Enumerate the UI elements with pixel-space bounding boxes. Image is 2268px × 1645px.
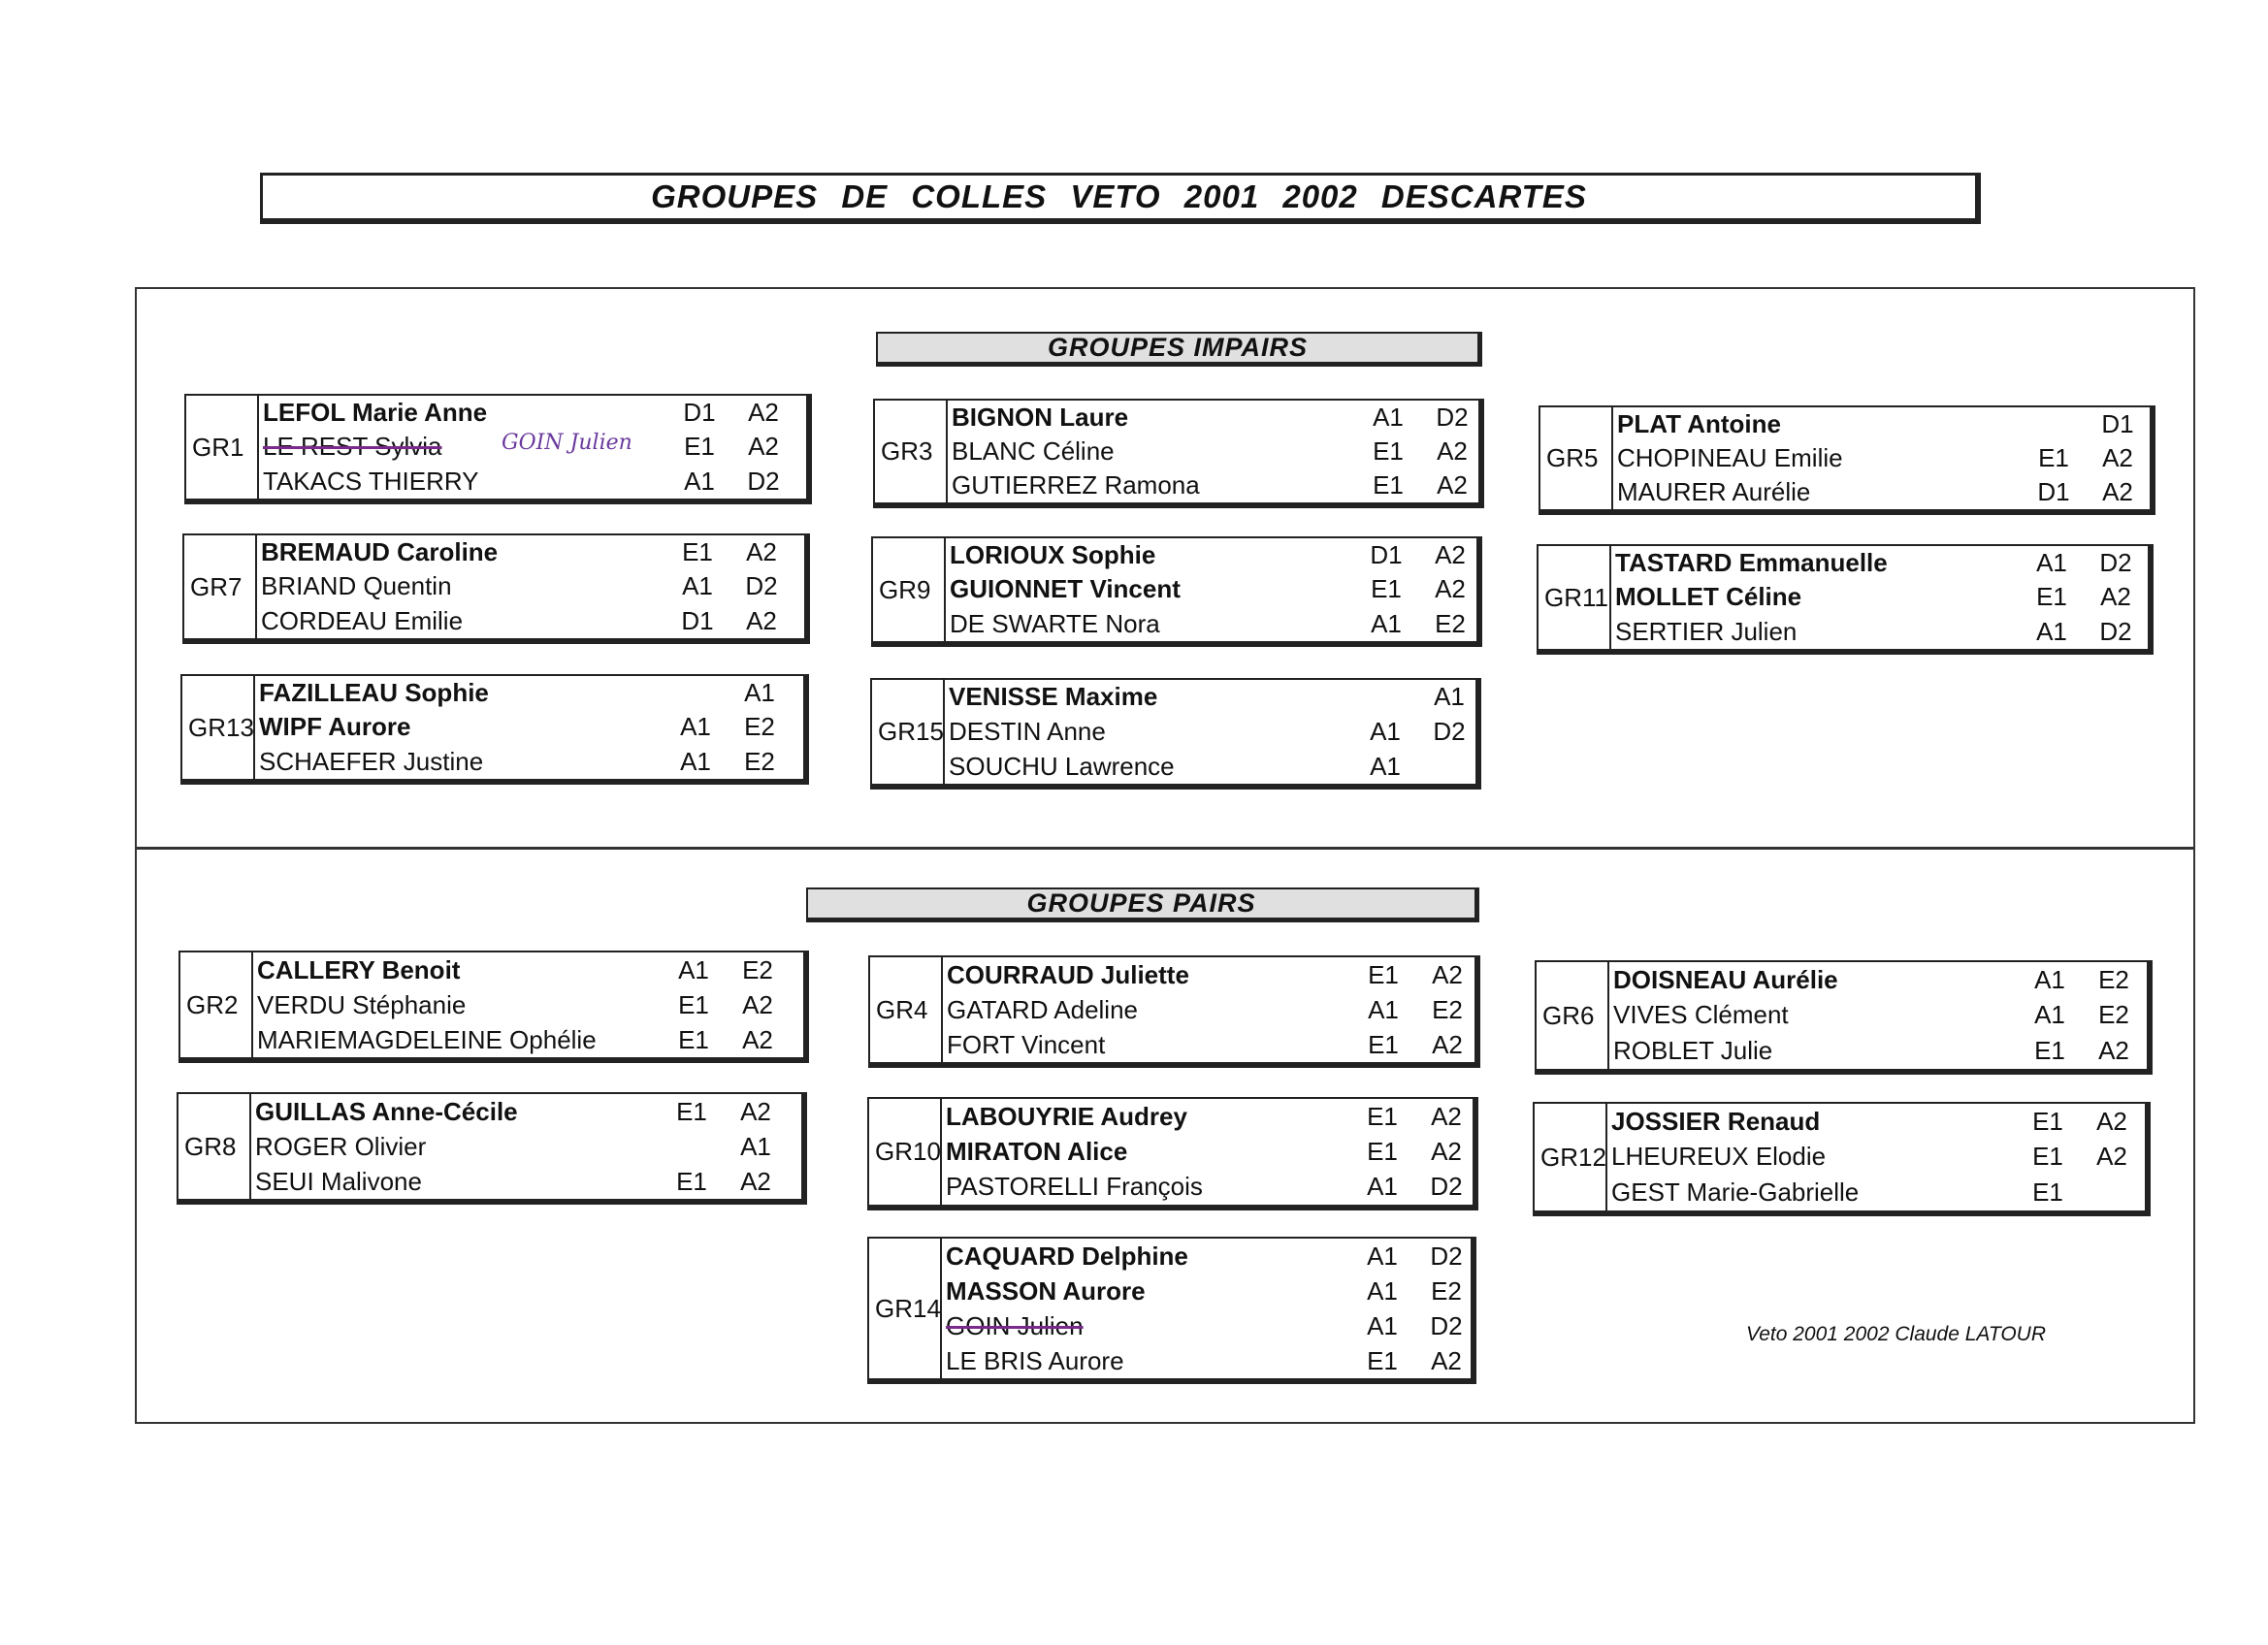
student-name: PASTORELLI François <box>946 1172 1203 1202</box>
group-label: GR9 <box>873 538 946 641</box>
slot-2: D2 <box>745 571 778 601</box>
student-name: LABOUYRIE Audrey <box>946 1101 1187 1131</box>
slot-2: E2 <box>1432 994 1463 1024</box>
student-name: MOLLET Céline <box>1615 582 1802 612</box>
group-label: GR8 <box>178 1094 251 1199</box>
slot-2: A2 <box>2096 1106 2127 1136</box>
slot-2: A2 <box>1431 1136 1462 1166</box>
slot-2: E2 <box>2098 1000 2129 1030</box>
slot-1: A1 <box>1367 1172 1398 1202</box>
slot-2: A2 <box>746 605 777 635</box>
slot-1: E1 <box>1367 1101 1398 1131</box>
slot-2: A2 <box>746 537 777 567</box>
slot-2: D2 <box>747 466 780 496</box>
slot-1: E1 <box>1368 959 1399 989</box>
slot-2: A2 <box>742 1024 773 1054</box>
student-name: BRIAND Quentin <box>261 571 452 601</box>
student-name: WIPF Aurore <box>259 712 411 742</box>
student-row <box>259 745 803 778</box>
group-gr12 <box>1533 1102 2151 1216</box>
student-name: DOISNEAU Aurélie <box>1613 964 1838 994</box>
group-gr10 <box>867 1097 1478 1210</box>
slot-1: D1 <box>2037 477 2070 506</box>
group-label: GR3 <box>875 401 948 502</box>
student-row <box>946 1274 1471 1307</box>
slot-2: A2 <box>1435 574 1466 604</box>
student-name: GATARD Adeline <box>947 994 1139 1024</box>
handwritten-note: GOIN Julien <box>502 430 632 455</box>
section-title-pairs: GROUPES PAIRS <box>806 887 1479 922</box>
student-name: PLAT Antoine <box>1617 409 1781 438</box>
group-label: GR14 <box>869 1239 942 1378</box>
slot-2: A1 <box>744 678 775 708</box>
slot-1: E1 <box>2032 1142 2063 1172</box>
student-row <box>947 993 1474 1026</box>
slot-2: D2 <box>1436 403 1469 432</box>
student-row <box>946 1240 1471 1273</box>
student-name: ROBLET Julie <box>1613 1036 1773 1066</box>
group-label: GR6 <box>1537 962 1609 1069</box>
slot-2: A2 <box>742 989 773 1019</box>
slot-2: A2 <box>748 398 779 428</box>
group-label: GR1 <box>186 396 259 499</box>
student-row <box>1613 999 2147 1032</box>
student-row <box>947 1028 1474 1061</box>
slot-1: A1 <box>1367 1310 1398 1340</box>
student-row <box>1611 1105 2145 1138</box>
student-row <box>261 536 804 569</box>
student-row <box>255 1130 801 1163</box>
slot-2: A1 <box>1434 682 1465 712</box>
slot-1: D1 <box>1370 540 1403 570</box>
student-row <box>946 1171 1473 1204</box>
slot-1: E1 <box>1367 1136 1398 1166</box>
slot-2: A2 <box>2100 582 2131 612</box>
group-gr9 <box>871 536 1482 647</box>
slot-1: A1 <box>1373 403 1404 432</box>
slot-2: D2 <box>1430 1241 1463 1271</box>
student-row <box>947 958 1474 991</box>
group-gr13 <box>180 674 809 785</box>
slot-2: D2 <box>2099 548 2132 578</box>
student-row <box>1615 581 2148 614</box>
student-name: BIGNON Laure <box>952 403 1129 432</box>
student-name-crossed-out: GOIN Julien <box>946 1310 1084 1340</box>
group-label: GR15 <box>872 680 945 784</box>
slot-2: E2 <box>1435 608 1466 638</box>
student-name: SOUCHU Lawrence <box>949 751 1175 781</box>
student-name: DESTIN Anne <box>949 716 1106 746</box>
slot-2: A2 <box>2098 1036 2129 1066</box>
slot-2: D2 <box>1430 1310 1463 1340</box>
slot-2: D2 <box>1433 716 1466 746</box>
slot-1: E1 <box>684 432 715 462</box>
student-name: MAURER Aurélie <box>1617 477 1811 506</box>
slot-1: A1 <box>1368 994 1399 1024</box>
student-name: GUILLAS Anne-Cécile <box>255 1096 518 1126</box>
student-row <box>259 677 803 710</box>
student-row <box>946 1309 1471 1342</box>
group-gr8 <box>177 1092 807 1205</box>
student-name: CHOPINEAU Emilie <box>1617 443 1843 472</box>
slot-1: A1 <box>684 466 715 496</box>
student-row <box>949 750 1475 783</box>
slot-2: A2 <box>1437 470 1468 500</box>
page-title: GROUPES DE COLLES VETO 2001 2002 DESCARTES <box>260 173 1981 224</box>
slot-2: A2 <box>2096 1142 2127 1172</box>
slot-1: E1 <box>2032 1106 2063 1136</box>
slot-2: A2 <box>740 1096 771 1126</box>
student-name: LORIOUX Sophie <box>950 540 1156 570</box>
student-name: JOSSIER Renaud <box>1611 1106 1821 1136</box>
group-label: GR11 <box>1539 546 1611 649</box>
student-name: VERDU Stéphanie <box>257 989 467 1019</box>
slot-1: E1 <box>678 989 709 1019</box>
slot-1: D1 <box>683 398 716 428</box>
slot-2: E2 <box>744 746 775 776</box>
slot-2: D2 <box>2099 616 2132 646</box>
slot-2: A2 <box>748 432 779 462</box>
slot-1: A1 <box>2034 964 2065 994</box>
slot-1: E1 <box>676 1166 707 1196</box>
student-name: SCHAEFER Justine <box>259 746 484 776</box>
slot-2: D2 <box>1430 1172 1463 1202</box>
slot-2: A2 <box>740 1166 771 1196</box>
student-row <box>259 711 803 744</box>
section-title-impairs: GROUPES IMPAIRS <box>876 332 1482 367</box>
slot-2: A2 <box>1432 959 1463 989</box>
student-name: DE SWARTE Nora <box>950 608 1160 638</box>
footer-credit: Veto 2001 2002 Claude LATOUR <box>1746 1323 2046 1345</box>
slot-2: A2 <box>1431 1101 1462 1131</box>
slot-1: A1 <box>2036 616 2067 646</box>
slot-1: A1 <box>2034 1000 2065 1030</box>
student-row <box>952 469 1478 502</box>
student-row <box>1617 476 2150 509</box>
student-row <box>1617 442 2150 475</box>
slot-1: A1 <box>680 712 711 742</box>
student-row <box>946 1135 1473 1168</box>
slot-2: D1 <box>2101 409 2134 438</box>
student-name: LEFOL Marie Anne <box>263 398 488 428</box>
student-row <box>257 1023 803 1056</box>
group-label: GR12 <box>1535 1104 1607 1210</box>
group-label: GR13 <box>182 676 255 779</box>
student-name: MARIEMAGDELEINE Ophélie <box>257 1024 597 1054</box>
student-row <box>946 1344 1471 1377</box>
student-name: MIRATON Alice <box>946 1136 1128 1166</box>
slot-1: E1 <box>2032 1177 2063 1208</box>
slot-1: A1 <box>1367 1275 1398 1306</box>
student-name: GEST Marie-Gabrielle <box>1611 1177 1860 1208</box>
student-row <box>1617 408 2150 441</box>
student-row <box>950 539 1476 572</box>
slot-2: A2 <box>1431 1345 1462 1375</box>
group-gr15 <box>870 678 1481 790</box>
student-row <box>255 1095 801 1128</box>
group-gr3 <box>873 399 1484 508</box>
slot-1: A1 <box>680 746 711 776</box>
slot-2: A2 <box>2102 477 2133 506</box>
student-row <box>1611 1177 2145 1210</box>
slot-1: E1 <box>1373 436 1404 466</box>
slot-1: A1 <box>2036 548 2067 578</box>
student-row <box>257 988 803 1021</box>
student-name-crossed-out: LE REST Sylvia <box>263 432 442 462</box>
slot-2: A1 <box>740 1131 771 1161</box>
student-row <box>261 604 804 637</box>
slot-2: A2 <box>2102 443 2133 472</box>
student-name: SEUI Malivone <box>255 1166 422 1196</box>
slot-1: E1 <box>676 1096 707 1126</box>
student-name: BREMAUD Caroline <box>261 537 499 567</box>
group-gr1 <box>184 394 812 504</box>
student-name: CALLERY Benoit <box>257 954 461 984</box>
slot-2: E2 <box>1431 1275 1462 1306</box>
student-row <box>1613 963 2147 996</box>
slot-1: E1 <box>1367 1345 1398 1375</box>
student-row <box>1615 547 2148 580</box>
student-name: TASTARD Emmanuelle <box>1615 548 1888 578</box>
student-name: VENISSE Maxime <box>949 682 1158 712</box>
slot-1: D1 <box>681 605 714 635</box>
student-row <box>263 431 806 464</box>
slot-1: E1 <box>682 537 713 567</box>
student-name: ROGER Olivier <box>255 1131 427 1161</box>
slot-1: A1 <box>1370 751 1401 781</box>
student-name: GUIONNET Vincent <box>950 574 1181 604</box>
slot-1: A1 <box>1367 1241 1398 1271</box>
student-row <box>1615 615 2148 648</box>
student-row <box>261 570 804 603</box>
group-label: GR2 <box>180 952 253 1057</box>
student-name: VIVES Clément <box>1613 1000 1789 1030</box>
group-label: GR5 <box>1540 407 1613 509</box>
student-name: FAZILLEAU Sophie <box>259 678 489 708</box>
group-label: GR7 <box>184 535 257 638</box>
group-gr14 <box>867 1237 1476 1384</box>
student-name: COURRAUD Juliette <box>947 959 1189 989</box>
slot-1: E1 <box>678 1024 709 1054</box>
student-name: TAKACS THIERRY <box>263 466 479 496</box>
group-gr4 <box>868 955 1480 1068</box>
student-name: FORT Vincent <box>947 1029 1106 1059</box>
student-row <box>1613 1035 2147 1068</box>
student-row <box>946 1100 1473 1133</box>
slot-1: E1 <box>2038 443 2069 472</box>
student-row <box>949 715 1475 748</box>
student-row <box>263 397 806 430</box>
student-row <box>255 1165 801 1198</box>
student-name: LHEUREUX Elodie <box>1611 1142 1827 1172</box>
student-name: CAQUARD Delphine <box>946 1241 1188 1271</box>
student-row <box>263 465 806 498</box>
slot-1: E1 <box>2034 1036 2065 1066</box>
slot-1: E1 <box>1371 574 1402 604</box>
student-name: CORDEAU Emilie <box>261 605 464 635</box>
student-name: GUTIERREZ Ramona <box>952 470 1200 500</box>
group-gr7 <box>182 533 810 644</box>
slot-1: A1 <box>1371 608 1402 638</box>
student-row <box>1611 1141 2145 1174</box>
student-row <box>950 607 1476 640</box>
group-gr5 <box>1539 405 2155 515</box>
slot-1: A1 <box>682 571 713 601</box>
slot-1: A1 <box>1370 716 1401 746</box>
slot-2: A2 <box>1435 540 1466 570</box>
slot-1: A1 <box>678 954 709 984</box>
student-row <box>950 573 1476 606</box>
slot-1: E1 <box>1373 470 1404 500</box>
slot-1: E1 <box>1368 1029 1399 1059</box>
student-name: MASSON Aurore <box>946 1275 1146 1306</box>
student-name: SERTIER Julien <box>1615 616 1798 646</box>
slot-2: E2 <box>2098 964 2129 994</box>
slot-2: E2 <box>742 954 773 984</box>
student-row <box>257 953 803 986</box>
slot-2: E2 <box>744 712 775 742</box>
student-name: LE BRIS Aurore <box>946 1345 1124 1375</box>
student-name: BLANC Céline <box>952 436 1115 466</box>
slot-1: E1 <box>2036 582 2067 612</box>
slot-2: A2 <box>1437 436 1468 466</box>
group-gr6 <box>1535 960 2153 1075</box>
slot-2: A2 <box>1432 1029 1463 1059</box>
student-row <box>952 435 1478 468</box>
group-label: GR10 <box>869 1099 942 1205</box>
student-row <box>949 681 1475 714</box>
group-gr11 <box>1537 544 2154 655</box>
section-divider <box>135 847 2195 850</box>
student-row <box>952 402 1478 435</box>
group-label: GR4 <box>870 957 943 1062</box>
group-gr2 <box>178 951 809 1063</box>
